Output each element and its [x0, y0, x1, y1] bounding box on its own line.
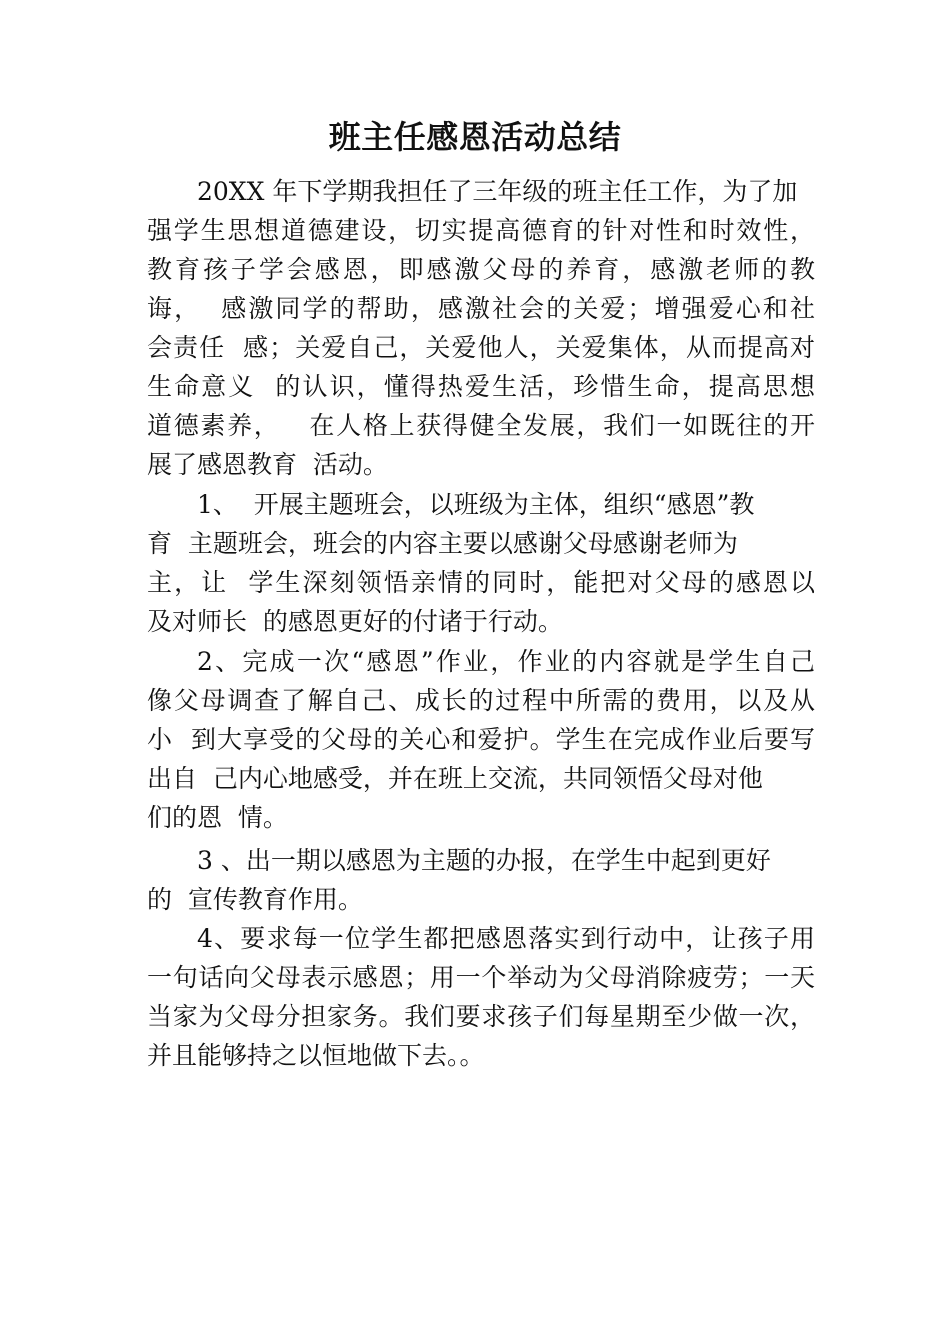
item-4-line-1: 4、要求每一位学生都把感恩落实到行动中，让孩子用: [197, 924, 815, 953]
intro-line-3: 教育孩子学会感恩，即感激父母的养育，感激老师的教: [147, 255, 815, 284]
item-1-line-3: 主，让 学生深刻领悟亲情的同时，能把对父母的感恩以: [147, 568, 815, 597]
item-4-line-4: 并且能够持之以恒地做下去。。: [147, 1041, 485, 1070]
item-3-paragraph: [147, 841, 815, 919]
item-1-line-4: 及对师长 的感恩更好的付诸于行动。: [147, 607, 563, 636]
intro-line-8: 展了感恩教育 活动。: [147, 450, 388, 479]
item-1-paragraph: [147, 485, 815, 641]
item-2-line-3: 小 到大享受的父母的关心和爱护。学生在完成作业后要写: [147, 725, 815, 754]
intro-line-7: 道德素养， 在人格上获得健全发展，我们一如既往的开: [147, 411, 815, 440]
intro-line-1: 20XX 年下学期我担任了三年级的班主任工作，为了加: [197, 177, 798, 206]
item-2-line-1: 2、完成一次“感恩”作业，作业的内容就是学生自己: [197, 647, 815, 676]
intro-paragraph: [147, 172, 815, 484]
item-2-line-4: 出自 己内心地感受，并在班上交流，共同领悟父母对他: [147, 764, 763, 793]
item-3-line-2: 的 宣传教育作用。: [147, 885, 363, 914]
item-2-line-2: 像父母调查了解自己、成长的过程中所需的费用，以及从: [147, 686, 815, 715]
item-2-paragraph: [147, 642, 815, 837]
intro-line-2: 强学生思想道德建设，切实提高德育的针对性和时效性，: [147, 216, 815, 245]
item-1-line-1: 1、 开展主题班会，以班级为主体，组织“感恩”教: [197, 490, 755, 519]
item-4-paragraph: [147, 919, 815, 1075]
document-title: 班主任感恩活动总结: [328, 118, 622, 156]
item-4-line-2: 一句话向父母表示感恩；用一个举动为父母消除疲劳；一天: [147, 963, 815, 992]
item-4-line-3: 当家为父母分担家务。我们要求孩子们每星期至少做一次，: [147, 1002, 815, 1031]
item-2-line-5: 们的恩 情。: [147, 803, 288, 832]
intro-line-4: 诲， 感激同学的帮助，感激社会的关爱；增强爱心和社: [147, 294, 815, 323]
intro-line-6: 生命意义 的认识，懂得热爱生活，珍惜生命，提高思想: [147, 372, 815, 401]
intro-line-5: 会责任 感；关爱自己，关爱他人，关爱集体，从而提高对: [147, 333, 815, 362]
item-3-line-1: 3 、出一期以感恩为主题的办报，在学生中起到更好: [197, 846, 771, 875]
item-1-line-2: 育 主题班会，班会的内容主要以感谢父母感谢老师为: [147, 529, 738, 558]
